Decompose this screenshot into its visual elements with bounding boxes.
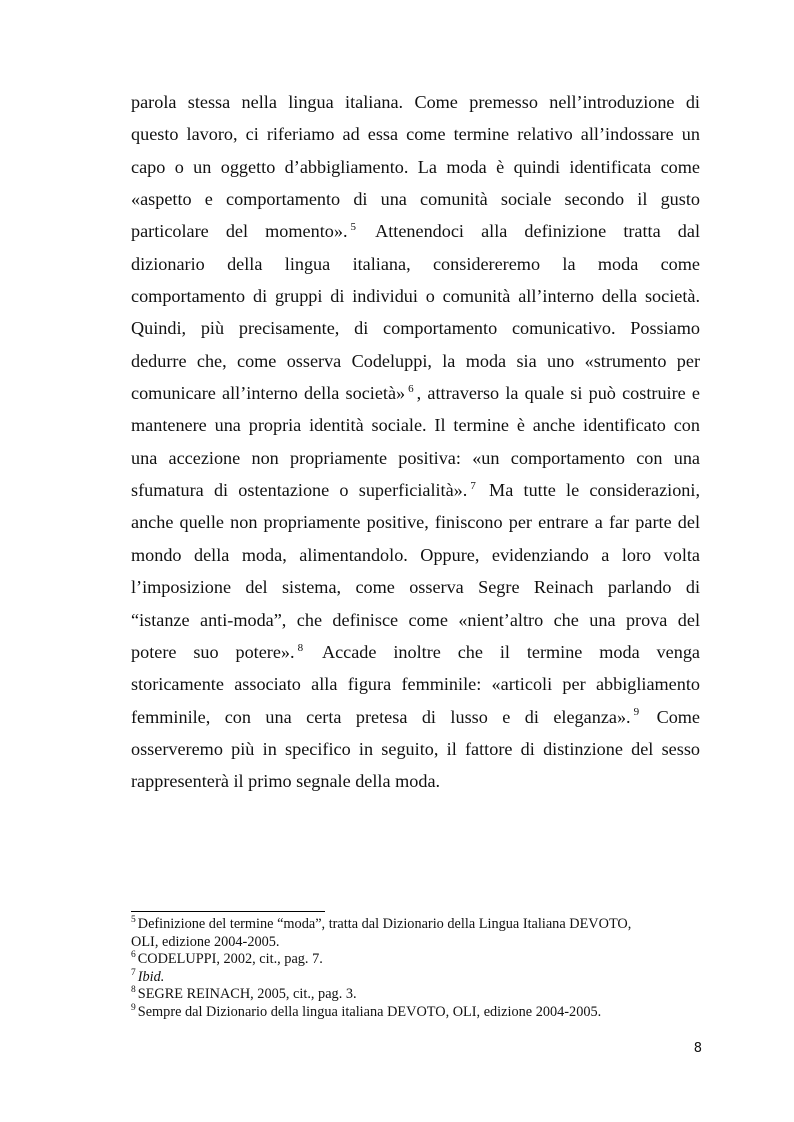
- footnote-5-continued: OLI, edizione 2004-2005.: [131, 933, 280, 950]
- body-paragraph: [131, 89, 700, 801]
- footnote-mark-5: 5: [350, 221, 356, 234]
- text-segment: Attenendoci alla definizione tratta dal: [375, 221, 700, 242]
- text-line: dedurre che, come osserva Codeluppi, la moda sia uno «strumento per: [131, 350, 700, 371]
- text-line: l’imposizione del sistema, come osserva Segre Reinach parlando di: [131, 577, 700, 598]
- footnote-number: 5: [131, 915, 136, 926]
- text-segment: Ma tutte le considerazioni,: [489, 480, 700, 501]
- footnote-7: [131, 969, 700, 987]
- footnote-5: [131, 916, 700, 934]
- text-line: mantenere una propria identità sociale. Il termine è anche identificato con: [131, 415, 700, 436]
- footnote-mark-6: 6: [408, 383, 414, 396]
- footnotes: [131, 916, 700, 1021]
- text-line: anche quelle non propriamente positive, finiscono per entrare a far parte del: [131, 512, 700, 533]
- footnote-text: SEGRE REINACH, 2005, cit., pag. 3.: [137, 986, 357, 1002]
- footnote-mark-9: 9: [633, 706, 640, 719]
- text-line: una accezione non propriamente positiva: «un comportamento con una: [131, 447, 700, 468]
- text-segment: sfumatura di ostentazione o superficialità».: [131, 480, 468, 501]
- text-line: questo lavoro, ci riferiamo ad essa come termine relativo all’indossare un: [131, 124, 700, 145]
- footnote-mark-8: 8: [297, 641, 304, 654]
- text-segment: , attraverso la quale si può costruire e: [416, 383, 701, 404]
- text-line: osserveremo più in specifico in seguito, il fattore di distinzione del sesso: [131, 738, 700, 759]
- text-segment: potere suo potere».: [131, 641, 295, 662]
- footnote-number: 6: [131, 950, 136, 961]
- text-segment: Come: [656, 706, 701, 727]
- footnote-text: Ibid.: [137, 968, 165, 985]
- text-line: dizionario della lingua italiana, considereremo la moda come: [131, 253, 700, 274]
- text-line: mondo della moda, alimentandolo. Oppure, evidenziando a loro volta: [131, 544, 700, 565]
- text-line: storicamente associato alla figura femminile: «articoli per abbigliamento: [131, 674, 700, 695]
- footnote-text: Definizione del termine “moda”, tratta dal Dizionario della Lingua Italiana DEVOTO,: [137, 916, 632, 932]
- footnote-text: Sempre dal Dizionario della lingua italiana DEVOTO, OLI, edizione 2004-2005.: [137, 1003, 602, 1020]
- text-line: [131, 218, 700, 250]
- page-number: 8: [693, 1041, 702, 1056]
- text-segment: comunicare all’interno della società»: [131, 383, 406, 404]
- text-line: [131, 704, 700, 736]
- text-line: [131, 380, 700, 412]
- text-line: parola stessa nella lingua italiana. Come premesso nell’introduzione di: [131, 92, 700, 112]
- footnote-mark-7: 7: [470, 480, 476, 493]
- text-segment: femminile, con una certa pretesa di lusso e di eleganza».: [131, 706, 631, 727]
- text-line: “istanze anti-moda”, che definisce come «nient’altro che una prova del: [131, 609, 700, 630]
- footnote-6: [131, 951, 700, 969]
- text-segment: particolare del momento».: [131, 221, 348, 242]
- footnote-number: 8: [131, 985, 136, 996]
- footnote-8: [131, 986, 700, 1004]
- text-segment: Accade inoltre che il termine moda venga: [321, 641, 700, 662]
- text-line: [131, 639, 700, 671]
- text-line: «aspetto e comportamento di una comunità sociale secondo il gusto: [131, 189, 700, 210]
- footnote-number: 7: [131, 967, 136, 978]
- footnote-9: [131, 1004, 700, 1022]
- text-line: [131, 477, 700, 509]
- footnote-text: CODELUPPI, 2002, cit., pag. 7.: [137, 951, 323, 967]
- footnote-number: 9: [131, 1002, 136, 1013]
- text-line: capo o un oggetto d’abbigliamento. La moda è quindi identificata come: [131, 156, 700, 177]
- text-line: comportamento di gruppi di individui o comunità all’interno della società.: [131, 286, 700, 307]
- text-line: Quindi, più precisamente, di comportamento comunicativo. Possiamo: [131, 318, 700, 339]
- footnote-divider: [131, 911, 325, 912]
- text-line: rappresenterà il primo segnale della moda.: [131, 771, 441, 792]
